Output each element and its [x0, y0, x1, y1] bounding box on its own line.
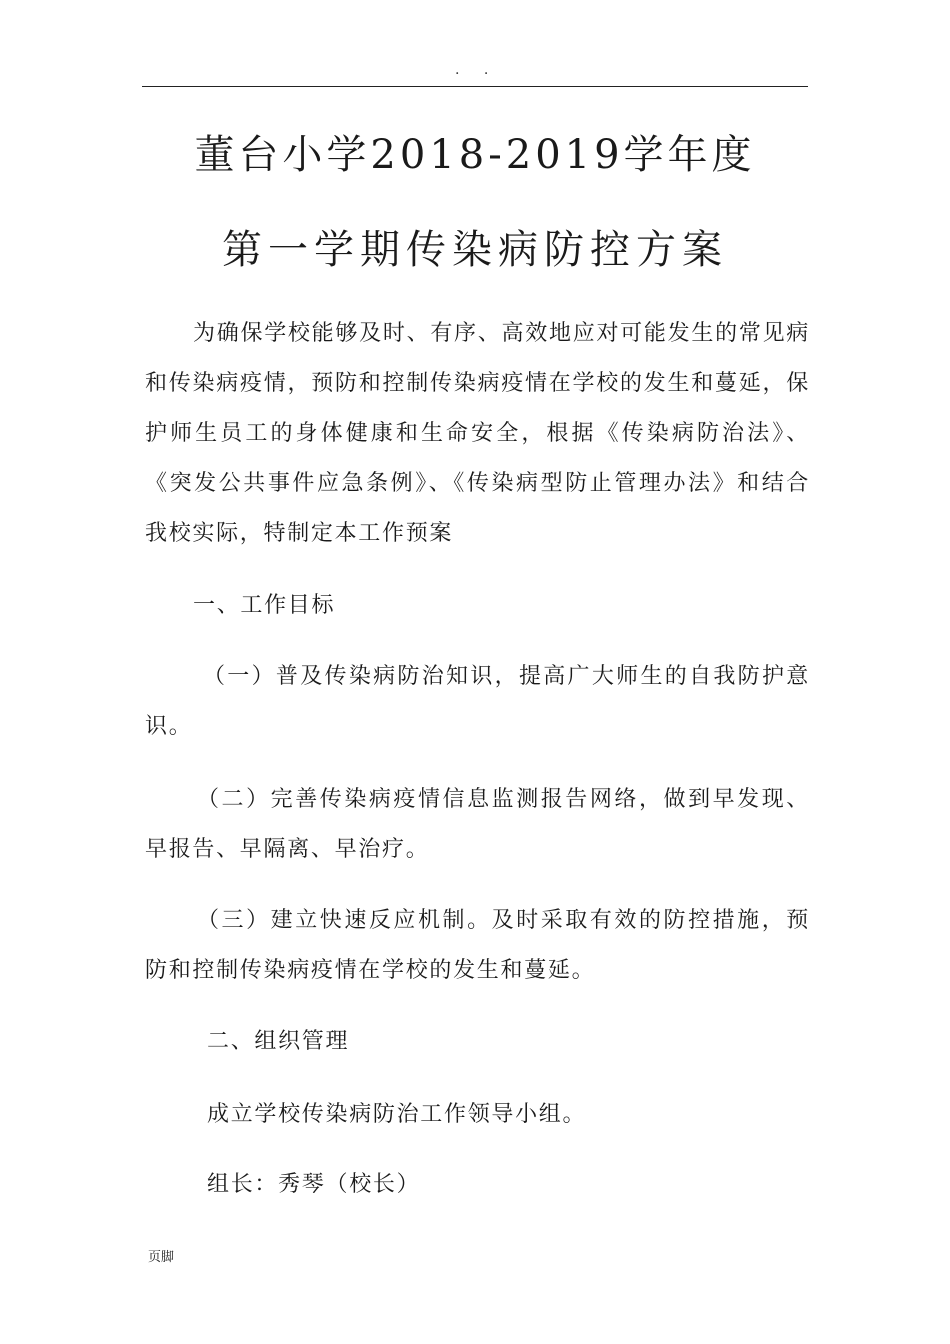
goal-item-1: （一）普及传染病防治知识，提高广大师生的自我防护意识。 [145, 664, 810, 739]
document-title-line-2: 第一学期传染病防控方案 [222, 227, 728, 273]
header-rule [142, 86, 808, 87]
document-title-line-1: 董台小学2018-2019学年度 [194, 132, 756, 178]
section-heading-organization: 二、组织管理 [207, 1029, 350, 1054]
organization-line-1: 成立学校传染病防治工作领导小组。 [207, 1102, 587, 1127]
header-dots: . . [455, 62, 499, 78]
footer-label: 页脚 [148, 1250, 175, 1265]
section-heading-goals: 一、工作目标 [193, 593, 336, 618]
goal-item-3: （三）建立快速反应机制。及时采取有效的防控措施，预防和控制传染病疫情在学校的发生和蔓延。 [145, 908, 810, 983]
intro-paragraph: 为确保学校能够及时、有序、高效地应对可能发生的常见病和传染病疫情，预防和控制传染病疫情在学校的发生和蔓延，保护师生员工的身体健康和生命安全，根据《传染病防治法》、《突发公共事件应急条例》、《传染病型防止管理办法》和结合我校实际，特制定本工作预案 [145, 321, 810, 546]
goal-item-2: （二）完善传染病疫情信息监测报告网络，做到早发现、早报告、早隔离、早治疗。 [145, 787, 810, 862]
organization-line-2: 组长：秀琴（校长） [207, 1172, 421, 1197]
